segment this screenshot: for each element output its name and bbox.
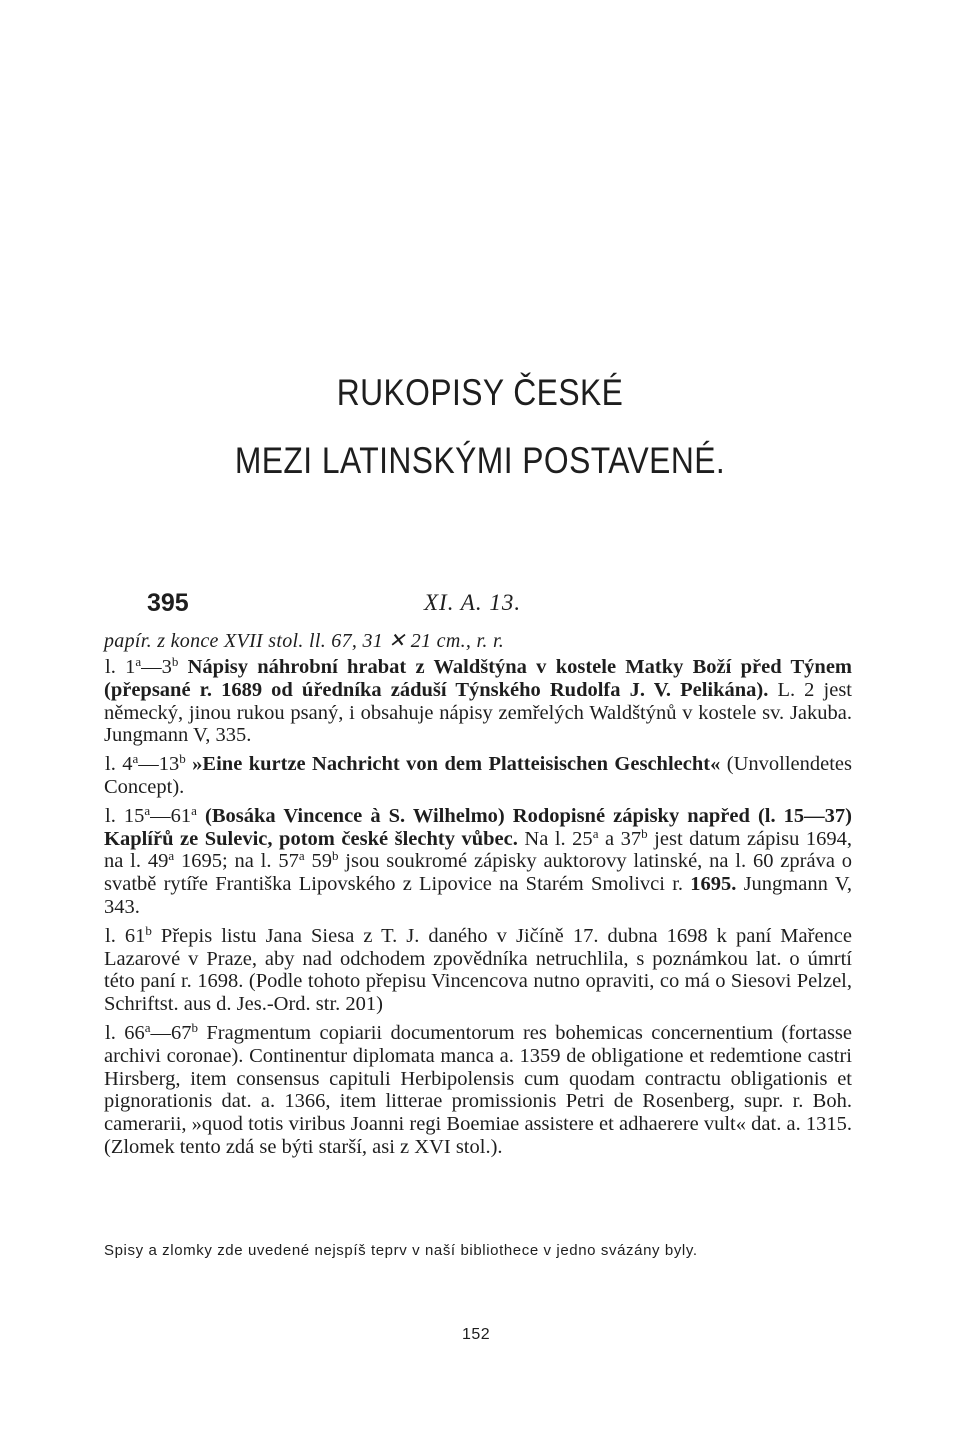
paragraph-text-run: Přepis listu Jana Siesa z T. J. daného v Jičíně 17. dubna 1698 k paní Mařence Lazarové v Praze, aby nad odchodem zpovědníka netruchlila, s poznámkou lat. o úmrtí této paní r. 1698. (Podle tohoto přepisu Vincencova nutno opraviti, co má o Siesovi Pelzel, Schriftst. aus d. Jes.-Ord. str. 201) [104, 924, 853, 1016]
paragraph-text-run: Nápisy náhrobní hrabat z Waldštýna v kostele Matky Boží před Týnem (přepsané r. 1689 od úředníka záduší Týnského Rudolfa J. V. Pelikána). [104, 656, 852, 701]
entry-paragraph [104, 1019, 852, 1159]
paragraph-text-run: (Unvollendetes Concept). [104, 753, 852, 798]
paragraph-text-run: l. 1 [105, 656, 136, 678]
entry-number: 395 [147, 589, 189, 617]
entry-paragraph [104, 753, 852, 799]
entry-paragraphs [104, 656, 852, 1165]
folio-superscript: a [135, 654, 142, 669]
folio-superscript: b [641, 825, 648, 841]
paragraph-text-run: l. 66 [105, 1021, 145, 1044]
folio-superscript: a [191, 802, 197, 818]
folio-superscript: a [132, 751, 139, 767]
shelfmark: XI. A. 13. [424, 590, 522, 615]
folio-superscript: a [144, 1019, 151, 1035]
folio-superscript: a [144, 802, 151, 818]
folio-superscript: b [145, 922, 152, 938]
folio-superscript: b [331, 848, 339, 864]
entry-paragraph [104, 922, 853, 1016]
entry-paragraph [104, 656, 852, 747]
paragraph-text-run: 1695; na l. 57 [174, 850, 299, 873]
paragraph-text-run: (Bosáka Vincence à S. Wilhelmo) Rodopisné zápisky napřed (l. 15—37) Kaplířů ze Sulevic, potom české šlechty vůbec. [104, 804, 853, 850]
paragraph-text-run: Jungmann V, 343. [104, 873, 852, 918]
paragraph-text-run: a 37 [598, 827, 642, 850]
title-line-2: MEZI LATINSKÝMI POSTAVENÉ. [234, 440, 726, 481]
paragraph-text-run: l. 15 [105, 804, 145, 827]
closing-note: Spisy a zlomky zde uvedené nejspíš teprv v naší bibliothece v jedno svázány byly. [104, 1242, 698, 1259]
paragraph-text-run: »Eine kurtze Nachricht von dem Platteisischen Geschlecht« [185, 753, 721, 776]
paragraph-text-run: Fragmentum copiarii documentorum res bohemicas concernentium (fortasse archivi coronae). Continentur diplomata manca a. 1359 de obligatione et redemtione castri Hirsberg, item consensus capituli Herbipolensis cum quodam contractu obligationis et pignorationis dat. a. 1366, item litterae promissionis Petri de Rosenberg, supr. r. Boh. camerarii, »quod totis viribus Joanni regi Boemiae assistere et adhaerere vult« dat. a. 1315. (Zlomek tento zdá se býti starší, asi z XVI stol.). [104, 1021, 852, 1158]
paragraph-text-run: —67 [150, 1021, 192, 1044]
paragraph-text-run: 59 [304, 850, 332, 873]
page-number: 152 [462, 1326, 491, 1343]
folio-superscript: b [191, 1019, 198, 1035]
paragraph-text-run: L. 2 jest německý, jinou rukou psaný, i obsahuje nápisy zemřelých Waldštýnů v kostele sv. Jakuba. Jungmann V, 335. [104, 678, 852, 747]
paragraph-text-run: l. 4 [105, 753, 133, 776]
paragraph-text-run: jsou soukromé zápisky auktorovy latinské, na l. 60 zpráva o svatbě rytíře Františka Lipovského z Lipovice na Starém Smolivci r. [104, 850, 853, 896]
folio-superscript: a [592, 825, 599, 841]
paragraph-text-run: l. 61 [105, 924, 146, 947]
physical-description: papír. z konce XVII stol. ll. 67, 31 ✕ 21 cm., r. r. [104, 630, 505, 652]
entry-paragraph [104, 802, 853, 919]
folio-superscript: a [168, 848, 175, 864]
paragraph-text-run: —13 [138, 753, 180, 776]
paragraph-text-run: 1695. [690, 873, 737, 896]
folio-superscript: b [179, 751, 186, 767]
folio-superscript: b [171, 654, 179, 669]
folio-superscript: a [298, 848, 305, 864]
paragraph-text-run: —61 [150, 804, 192, 827]
title-line-1: RUKOPISY ČESKÉ [336, 372, 624, 413]
paragraph-text-run: jest datum zápisu 1694, na l. 49 [104, 827, 852, 873]
paragraph-text-run: —3 [141, 656, 172, 678]
paragraph-text-run: Na l. 25 [517, 827, 593, 850]
